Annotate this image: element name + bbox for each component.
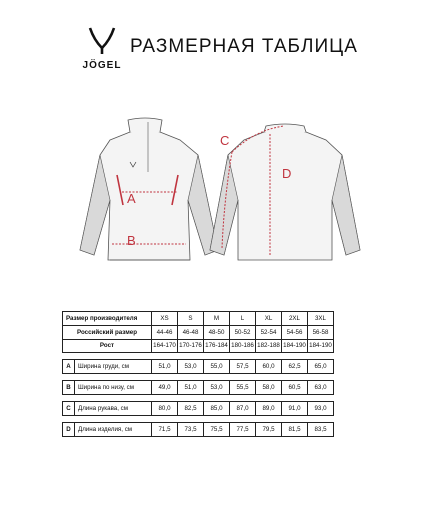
table-cell: 81,5 xyxy=(282,422,308,436)
table-cell: 93,0 xyxy=(308,401,334,415)
table-cell: 184-190 xyxy=(282,339,308,353)
table-cell: 48-50 xyxy=(204,325,230,339)
table-cell: 170-176 xyxy=(178,339,204,353)
label-a: A xyxy=(127,191,136,206)
table-cell: 55,0 xyxy=(204,360,230,374)
size-xs: XS xyxy=(152,312,178,326)
table-cell: 51,0 xyxy=(178,381,204,395)
row-letter: D xyxy=(63,422,75,436)
manufacturer-size-label: Размер производителя xyxy=(63,312,152,326)
table-cell: 53,0 xyxy=(204,381,230,395)
size-m: M xyxy=(204,312,230,326)
table-cell: 83,5 xyxy=(308,422,334,436)
size-l: L xyxy=(230,312,256,326)
table-cell: 62,5 xyxy=(282,360,308,374)
table-row-manufacturer xyxy=(63,312,334,326)
brand-name: JÖGEL xyxy=(82,60,122,71)
table-cell: 80,0 xyxy=(152,401,178,415)
table-cell: 60,0 xyxy=(256,360,282,374)
table-cell: 53,0 xyxy=(178,360,204,374)
jogel-logo-icon xyxy=(88,26,116,56)
table-cell: 91,0 xyxy=(282,401,308,415)
table-cell: 56-58 xyxy=(308,325,334,339)
table-row-b xyxy=(63,381,334,395)
table-cell: 85,0 xyxy=(204,401,230,415)
table-row-c xyxy=(63,401,334,415)
size-2xl: 2XL xyxy=(282,312,308,326)
table-cell: 46-48 xyxy=(178,325,204,339)
jacket-front xyxy=(80,118,218,260)
table-cell: 51,0 xyxy=(152,360,178,374)
table-cell: 75,5 xyxy=(204,422,230,436)
table-cell: 54-56 xyxy=(282,325,308,339)
table-cell: 184-190 xyxy=(308,339,334,353)
table-row-d xyxy=(63,422,334,436)
table-cell: 65,0 xyxy=(308,360,334,374)
header xyxy=(0,0,428,80)
table-cell: 182-188 xyxy=(256,339,282,353)
row-label: Ширина груди, см xyxy=(75,360,152,374)
table-cell: 63,0 xyxy=(308,381,334,395)
table-cell: 89,0 xyxy=(256,401,282,415)
table-cell: 176-184 xyxy=(204,339,230,353)
table-cell: 50-52 xyxy=(230,325,256,339)
row-letter: B xyxy=(63,381,75,395)
label-d: D xyxy=(282,166,292,181)
table-cell: 87,0 xyxy=(230,401,256,415)
table-cell: 82,5 xyxy=(178,401,204,415)
table-cell: 71,5 xyxy=(152,422,178,436)
row-letter: C xyxy=(63,401,75,415)
table-row-a xyxy=(63,360,334,374)
table-cell: 164-170 xyxy=(152,339,178,353)
table-cell: 49,0 xyxy=(152,381,178,395)
table-cell: 58,0 xyxy=(256,381,282,395)
size-3xl: 3XL xyxy=(308,312,334,326)
row-label: Длина рукава, см xyxy=(75,401,152,415)
table-cell: 180-186 xyxy=(230,339,256,353)
height-label: Рост xyxy=(63,339,152,353)
table-row-height xyxy=(63,339,334,353)
table-cell: 77,5 xyxy=(230,422,256,436)
table-cell: 55,5 xyxy=(230,381,256,395)
row-letter: A xyxy=(63,360,75,374)
label-c: C xyxy=(220,133,230,148)
row-label: Длина изделия, см xyxy=(75,422,152,436)
table-cell: 79,5 xyxy=(256,422,282,436)
table-row-russian xyxy=(63,325,334,339)
russian-size-label: Российский размер xyxy=(63,325,152,339)
size-xl: XL xyxy=(256,312,282,326)
size-table xyxy=(62,311,334,437)
table-cell: 44-46 xyxy=(152,325,178,339)
table-cell: 60,5 xyxy=(282,381,308,395)
table-cell: 73,5 xyxy=(178,422,204,436)
label-b: B xyxy=(127,233,136,248)
jacket-illustration xyxy=(0,110,428,280)
jacket-back xyxy=(210,124,360,260)
row-label: Ширина по низу, см xyxy=(75,381,152,395)
table-cell: 52-54 xyxy=(256,325,282,339)
page-title: РАЗМЕРНАЯ ТАБЛИЦА xyxy=(130,36,358,57)
size-s: S xyxy=(178,312,204,326)
table-cell: 57,5 xyxy=(230,360,256,374)
